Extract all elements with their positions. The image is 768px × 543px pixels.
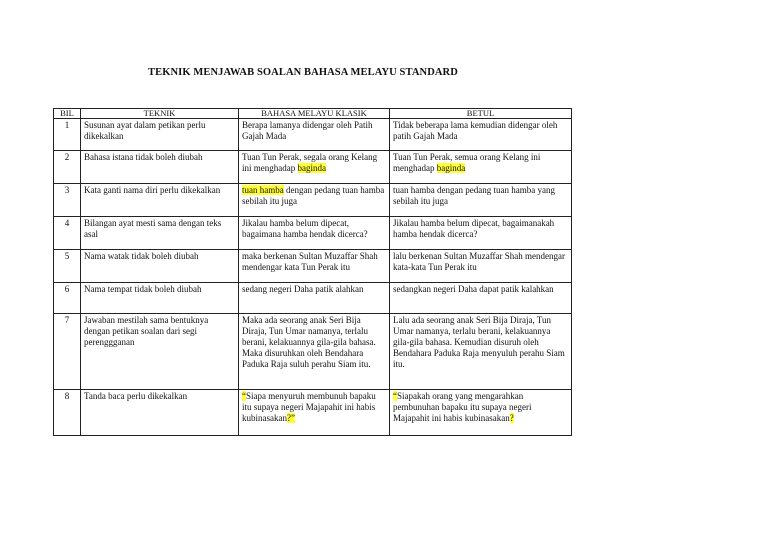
row-number: 6	[54, 283, 81, 314]
cell-text: maka berkenan Sultan Muzaffar Shah mendengar kata Tun Perak itu	[242, 251, 378, 272]
correct-answer-cell	[390, 184, 572, 217]
techniques-table	[53, 108, 572, 436]
cell-text: Berapa lamanya didengar oleh Patih Gajah Mada	[242, 120, 373, 141]
technique-cell: Nama tempat tidak boleh diubah	[81, 283, 239, 314]
correct-answer-cell	[390, 283, 572, 314]
technique-cell: Tanda baca perlu dikekalkan	[81, 390, 239, 436]
table-row	[54, 250, 572, 283]
table-row	[54, 184, 572, 217]
correct-answer-cell	[390, 250, 572, 283]
table-row	[54, 217, 572, 250]
cell-text: Lalu ada seorang anak Seri Bija Diraja, Tun Umar namanya, terlalu berani, kelakuannya gila-gila bahasa. Kemudian disuruh oleh Bendahara Paduka Raja menyuluh perahu Siam itu.	[393, 315, 565, 369]
classical-malay-cell	[239, 217, 390, 250]
cell-text: sedangkan negeri Daha dapat patik kalahkan	[393, 284, 554, 294]
technique-cell: Susunan ayat dalam petikan perlu dikekalkan	[81, 119, 239, 151]
row-number: 4	[54, 217, 81, 250]
row-number: 7	[54, 314, 81, 390]
row-number: 3	[54, 184, 81, 217]
technique-cell: Jawaban mestilah sama bentuknya dengan petikan soalan dari segi perenggganan	[81, 314, 239, 390]
header-klasik: BAHASA MELAYU KLASIK	[239, 109, 390, 119]
table-row	[54, 314, 572, 390]
correct-answer-cell	[390, 390, 572, 436]
cell-text: Tuan Tun Perak, segala orang Kelang ini menghadap	[242, 152, 378, 173]
classical-malay-cell	[239, 390, 390, 436]
document-title: TEKNIK MENJAWAB SOALAN BAHASA MELAYU STANDARD	[148, 67, 458, 78]
technique-cell: Bahasa istana tidak boleh diubah	[81, 151, 239, 184]
header-bil: BIL	[54, 109, 81, 119]
cell-text: Jikalau hamba belum dipecat, bagaimana hamba hendak dicerca?	[242, 218, 368, 239]
correct-answer-cell	[390, 151, 572, 184]
cell-text: Jikalau hamba belum dipecat, bagaimanakah hamba hendak dicerca?	[393, 218, 555, 239]
technique-cell: Bilangan ayat mesti sama dengan teks asal	[81, 217, 239, 250]
cell-text: Tuan Tun Perak, semua orang Kelang ini menghadap	[393, 152, 541, 173]
correct-answer-cell	[390, 314, 572, 390]
row-number: 5	[54, 250, 81, 283]
cell-text: Siapa menyuruh membunuh bapaku itu supaya negeri Majapahit ini habis kubinasakan	[242, 391, 376, 423]
classical-malay-cell	[239, 151, 390, 184]
classical-malay-cell	[239, 250, 390, 283]
cell-text: sedang negeri Daha patik alahkan	[242, 284, 364, 294]
highlighted-text: baginda	[436, 163, 466, 173]
cell-text: dengan pedang tuan hamba sebilah itu juga	[242, 185, 385, 206]
highlighted-text: tuan hamba	[242, 185, 284, 195]
cell-text: tuan hamba dengan pedang tuan hamba yang sebilah itu juga	[393, 185, 555, 206]
classical-malay-cell	[239, 119, 390, 151]
table-row	[54, 390, 572, 436]
cell-text: lalu berkenan Sultan Muzaffar Shah mendengar kata-kata Tun Perak itu	[393, 251, 566, 272]
row-number: 2	[54, 151, 81, 184]
header-row	[54, 109, 572, 119]
cell-text: Tidak beberapa lama kemudian didengar oleh patih Gajah Mada	[393, 120, 558, 141]
header-betul: BETUL	[390, 109, 572, 119]
table-row	[54, 119, 572, 151]
row-number: 1	[54, 119, 81, 151]
classical-malay-cell	[239, 283, 390, 314]
classical-malay-cell	[239, 314, 390, 390]
cell-text: Siapakah orang yang mengarahkan pembunuhan bapaku itu supaya negeri Majapahit ini habis kubinasakan	[393, 391, 532, 423]
highlighted-text: “	[393, 391, 397, 401]
highlighted-text: “	[242, 391, 246, 401]
classical-malay-cell	[239, 184, 390, 217]
cell-text: Maka ada seorang anak Seri Bija Diraja, Tun Umar namanya, terlalu berani, kelakuannya gila-gila bahasa. Maka disuruhkan oleh Bendahara Paduka Raja suluh perahu Siam itu.	[242, 315, 376, 369]
table-row	[54, 151, 572, 184]
highlighted-text: ?”	[287, 413, 295, 423]
header-teknik: TEKNIK	[81, 109, 239, 119]
highlighted-text: ?	[509, 413, 514, 423]
row-number: 8	[54, 390, 81, 436]
technique-cell: Kata ganti nama diri perlu dikekalkan	[81, 184, 239, 217]
correct-answer-cell	[390, 119, 572, 151]
table-row	[54, 283, 572, 314]
correct-answer-cell	[390, 217, 572, 250]
highlighted-text: baginda	[297, 163, 326, 173]
technique-cell: Nama watak tidak boleh diubah	[81, 250, 239, 283]
